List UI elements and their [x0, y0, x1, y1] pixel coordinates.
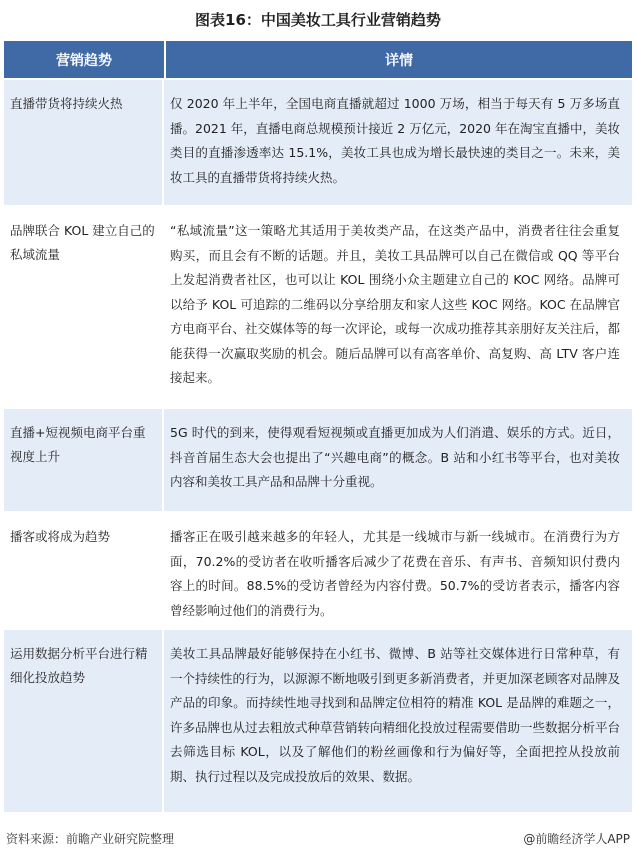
- detail-cell: “私域流量”这一策略尤其适用于美妆类产品，在这类产品中，消费者往往会重复购买，而且会有不断的话题。并且，美妆工具品牌可以自己在微信或 QQ 等平台上发起消费者社区，也可以让 KOL 围绕小众主题建立自己的 KOC 网络。品牌可以给予 KOL 可追踪的二维码以分享给朋友和家人这些 KOC 网络。KOC 在品牌官方电商平台、社交媒体等的每一次评论，或每一次成功推荐其亲朋好友关注后，都能获得一次赢取奖励的机会。随后品牌可以有高客单价、高复购、高 LTV 客户连接起来。: [164, 207, 632, 407]
- source-note: 资料来源：前瞻产业研究院整理: [6, 832, 175, 846]
- table-header: [4, 41, 632, 78]
- trend-cell: 品牌联合 KOL 建立自己的私域流量: [4, 207, 164, 407]
- trend-cell: 直播带货将持续火热: [4, 80, 164, 205]
- detail-cell: 仅 2020 年上半年，全国电商直播就超过 1000 万场，相当于每天有 5 万多场直播。2021 年，直播电商总规模预计接近 2 万亿元，2020 年在淘宝直播中，美妆类目的直播渗透率达 15.1%，美妆工具也成为增长最快速的类目之一。未来，美妆工具的直播带货将持续火热。: [164, 80, 632, 205]
- table-row: [4, 78, 632, 205]
- table-row: [4, 511, 632, 628]
- trend-cell: 运用数据分析平台进行精细化投放趋势: [4, 630, 164, 812]
- detail-cell: 5G 时代的到来，使得观看短视频或直播更加成为人们消遣、娱乐的方式。近日，抖音首届生态大会也提出了“兴趣电商”的概念。B 站和小红书等平台，也对美妆内容和美妆工具产品和品牌十分重视。: [164, 409, 632, 511]
- brand-credit: @前瞻经济学人APP: [523, 832, 630, 846]
- trend-table: [4, 40, 632, 812]
- footer: [0, 826, 636, 856]
- table-row: [4, 628, 632, 812]
- header-detail: 详情: [385, 52, 413, 69]
- trend-cell: 播客或将成为趋势: [4, 513, 164, 628]
- page-title: 图表16：中国美妆工具行业营销趋势: [195, 11, 441, 29]
- header-trend: 营销趋势: [4, 41, 166, 78]
- table-row: [4, 205, 632, 407]
- detail-cell: 播客正在吸引越来越多的年轻人，尤其是一线城市与新一线城市。在消费行为方面，70.2%的受访者在收听播客后减少了花费在音乐、有声书、音频知识付费内容上的时间。88.5%的受访者曾经为内容付费。50.7%的受访者表示，播客内容曾经影响过他们的消费行为。: [164, 513, 632, 628]
- table-row: [4, 407, 632, 511]
- trend-cell: 直播+短视频电商平台重视度上升: [4, 409, 164, 511]
- detail-cell: 美妆工具品牌最好能够保持在小红书、微博、B 站等社交媒体进行日常种草，有一个持续性的行为，以源源不断地吸引到更多新消费者，并更加深老顾客对品牌及产品的印象。而持续性地寻找到和品牌定位相符的精准 KOL 是品牌的难题之一，许多品牌也从过去粗放式种草营销转向精细化投放过程需要借助一些数据分析平台去筛选目标 KOL，以及了解他们的粉丝画像和行为偏好等，全面把控从投放前期、执行过程以及完成投放后的效果、数据。: [164, 630, 632, 812]
